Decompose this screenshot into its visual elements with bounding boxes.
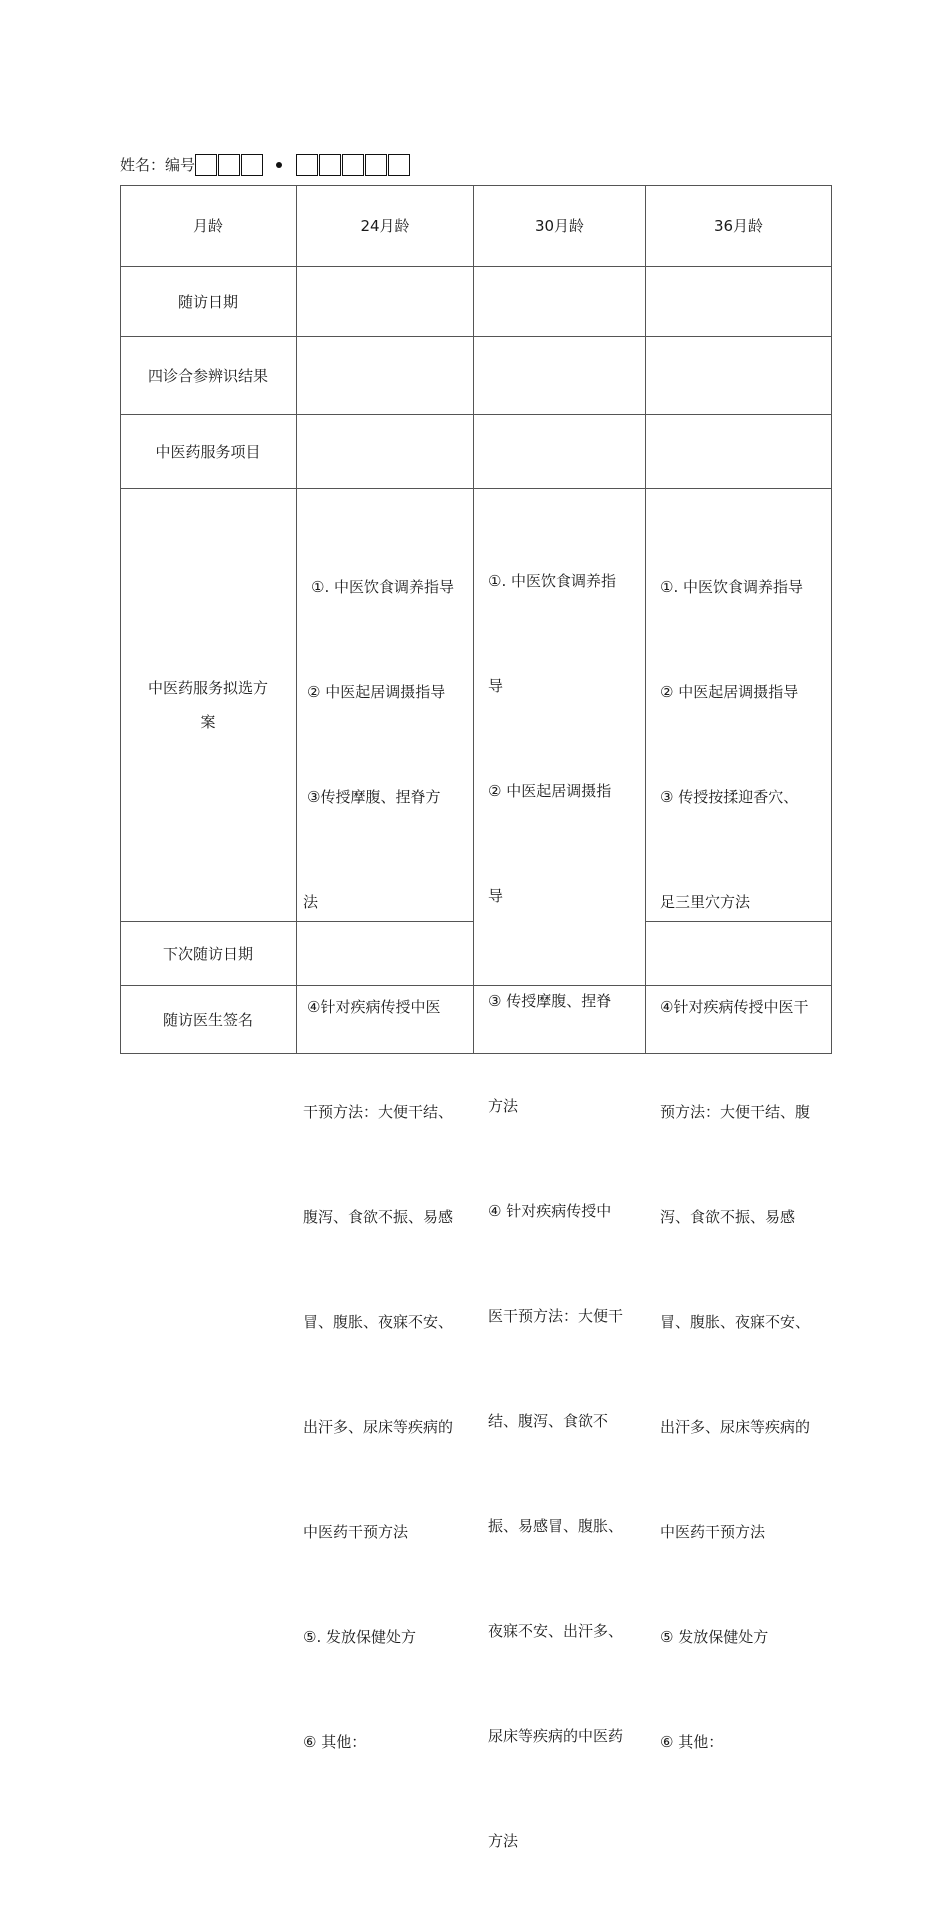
plan-line: 尿床等疾病的中医药 (488, 1727, 624, 1745)
name-id-header (120, 150, 411, 176)
id-digit-box[interactable] (365, 154, 387, 176)
header-30-months: 30月龄 (534, 217, 585, 235)
column-divider (296, 185, 297, 1054)
row-label-tcm-plan-line2: 案 (200, 713, 216, 731)
plan-line: ② 中医起居调摄指导 (307, 683, 446, 701)
plan-line: 冒、腹胀、夜寐不安、 (303, 1313, 454, 1331)
plan-line: 结、腹泻、食欲不 (488, 1412, 609, 1430)
row-label-diagnosis-result: 四诊合参辨识结果 (147, 367, 268, 385)
id-digit-box[interactable] (319, 154, 341, 176)
column-divider (645, 185, 646, 1054)
plan-line: ③ 传授摩腹、捏脊 (488, 992, 612, 1010)
id-boxes-group-1 (195, 154, 264, 176)
id-digit-box[interactable] (195, 154, 217, 176)
plan-line: 方法 (488, 1832, 519, 1850)
plan-line: 中医药干预方法 (303, 1523, 409, 1541)
plan-line: 法 (303, 893, 319, 911)
plan-line: ② 中医起居调摄指导 (660, 683, 799, 701)
id-digit-box[interactable] (388, 154, 410, 176)
followup-table (120, 185, 832, 1850)
id-boxes-group-2 (296, 154, 411, 176)
plan-line: ①. 中医饮食调养指 (488, 572, 616, 590)
plan-line: ④针对疾病传授中医 (307, 998, 441, 1016)
plan-line: 足三里穴方法 (660, 893, 751, 911)
plan-line: 中医药干预方法 (660, 1523, 766, 1541)
row-label-followup-date: 随访日期 (177, 293, 238, 311)
plan-line: ①. 中医饮食调养指导 (660, 578, 803, 596)
plan-line: ⑤. 发放保健处方 (303, 1628, 416, 1646)
plan-line: 医干预方法：大便干 (488, 1307, 624, 1325)
plan-line: 导 (488, 887, 504, 905)
plan-line: 出汗多、尿床等疾病的 (303, 1418, 454, 1436)
plan-line: 泻、食欲不振、易感 (660, 1208, 796, 1226)
plan-36-months (660, 500, 830, 1830)
header-36-months: 36月龄 (713, 217, 764, 235)
id-digit-box[interactable] (218, 154, 240, 176)
plan-line: ⑤ 发放保健处方 (660, 1628, 769, 1646)
plan-24-months (303, 500, 471, 1830)
name-id-label: 姓名：编号 (120, 156, 196, 174)
header-24-months: 24月龄 (360, 217, 410, 235)
header-month-age: 月龄 (192, 217, 223, 235)
plan-line: ③传授摩腹、捏脊方 (307, 788, 441, 806)
row-label-next-followup: 下次随访日期 (162, 945, 253, 963)
plan-line: 出汗多、尿床等疾病的 (660, 1418, 811, 1436)
plan-line: 方法 (488, 1097, 519, 1115)
plan-line: ⑥ 其他： (660, 1733, 724, 1751)
id-digit-box[interactable] (342, 154, 364, 176)
plan-line: 干预方法：大便干结、 (303, 1103, 454, 1121)
table-border-right (831, 185, 832, 1054)
plan-line: 预方法：大便干结、腹 (660, 1103, 811, 1121)
plan-line: 振、易感冒、腹胀、 (488, 1517, 624, 1535)
row-label-tcm-service: 中医药服务项目 (155, 443, 261, 461)
plan-line: 夜寐不安、出汗多、 (488, 1622, 624, 1640)
plan-line: ② 中医起居调摄指 (488, 782, 612, 800)
plan-line: ④针对疾病传授中医干 (660, 998, 809, 1016)
plan-line: ③ 传授按揉迎香穴、 (660, 788, 799, 806)
row-label-doctor-signature: 随访医生签名 (162, 1011, 253, 1029)
plan-line: ⑥ 其他： (303, 1733, 367, 1751)
plan-line: 腹泻、食欲不振、易感 (303, 1208, 454, 1226)
plan-line: ④ 针对疾病传授中 (488, 1202, 612, 1220)
plan-line: 冒、腹胀、夜寐不安、 (660, 1313, 811, 1331)
id-digit-box[interactable] (241, 154, 263, 176)
plan-line: 导 (488, 677, 504, 695)
column-divider (473, 185, 474, 1054)
separator-dot (276, 162, 282, 168)
row-label-tcm-plan (120, 489, 296, 921)
id-digit-box[interactable] (296, 154, 318, 176)
plan-30-months (488, 494, 643, 1929)
row-label-tcm-plan-line1: 中医药服务拟选方 (147, 679, 268, 697)
plan-line: ①. 中医饮食调养指导 (311, 578, 454, 596)
